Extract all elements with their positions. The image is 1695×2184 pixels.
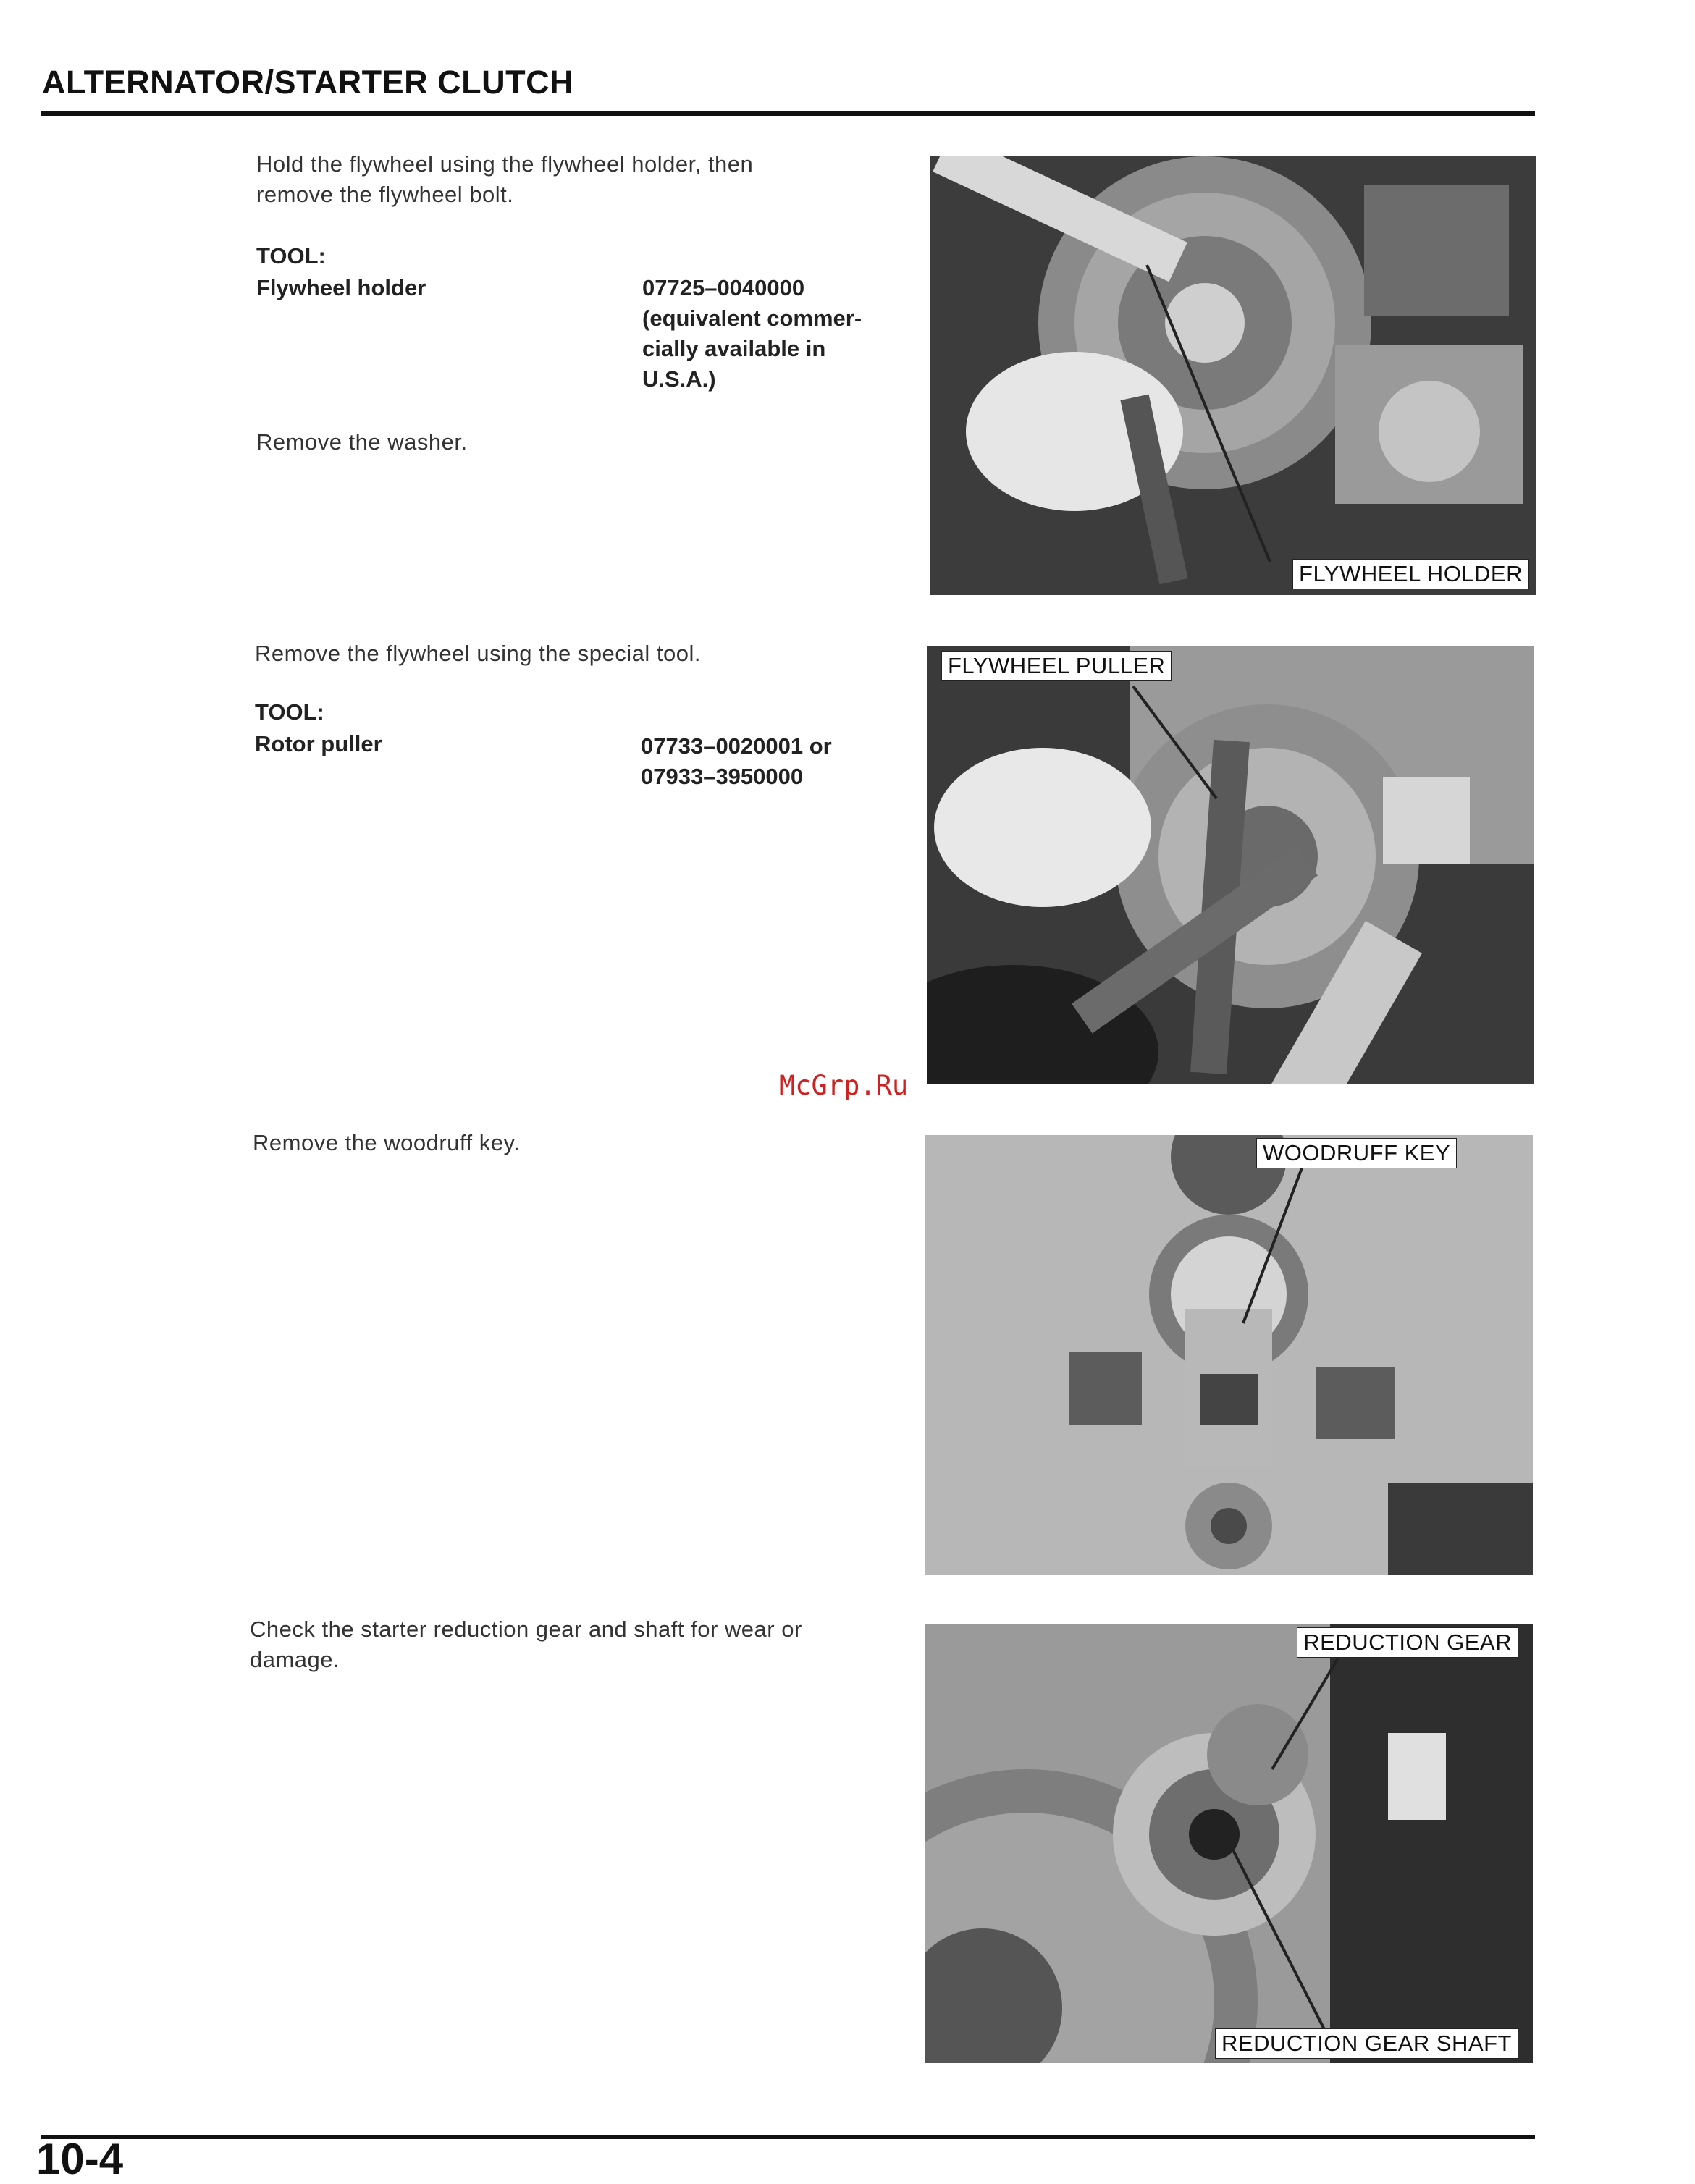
flywheel-holder-callout: FLYWHEEL HOLDER [1292, 559, 1529, 589]
step-2-tool-name: Rotor puller [255, 731, 382, 756]
step-1-line-1: Hold the flywheel using the flywheel holder, then [256, 151, 754, 177]
header-rule [41, 111, 1535, 116]
reduction-gear-callout: REDUCTION GEAR [1297, 1627, 1518, 1658]
step-1-tool-name: Flywheel holder [256, 275, 426, 300]
step-1-tool-heading: TOOL: [256, 243, 326, 269]
woodruff-key-photo [925, 1135, 1533, 1575]
step-2-instruction [255, 638, 701, 669]
flywheel-holder-photo [930, 156, 1536, 595]
watermark: McGrp.Ru [779, 1070, 909, 1101]
page-number: 10-4 [36, 2135, 124, 2183]
step-3-instruction [253, 1128, 520, 1158]
footer-rule [41, 2135, 1535, 2139]
flywheel-puller-photo [927, 646, 1534, 1084]
flywheel-puller-callout: FLYWHEEL PULLER [941, 651, 1172, 681]
step-2-tool-number [641, 731, 832, 792]
step-2-tool-heading: TOOL: [255, 699, 324, 725]
step-3-line-1: Remove the woodruff key. [253, 1130, 521, 1155]
step-1-followup: Remove the washer. [256, 429, 468, 455]
step-1-tool-number-line-2: (equivalent commer- [642, 305, 862, 331]
step-2-tool-number-line-1: 07733–0020001 or [641, 733, 832, 759]
step-2-line-1: Remove the flywheel using the special tool. [255, 641, 701, 666]
woodruff-key-callout: WOODRUFF KEY [1256, 1138, 1457, 1168]
step-1-tool-number-line-3: cially available in [642, 336, 826, 361]
step-2-tool-number-line-2: 07933–3950000 [641, 764, 804, 789]
step-1-tool-number-line-1: 07725–0040000 [642, 275, 805, 300]
step-1-line-2: remove the flywheel bolt. [256, 182, 514, 207]
step-1-tool-number-line-4: U.S.A.) [642, 366, 716, 392]
step-1-instruction [256, 149, 753, 210]
step-4-line-1: Check the starter reduction gear and shaft for wear or [250, 1616, 802, 1642]
reduction-gear-photo [925, 1624, 1533, 2063]
section-title: ALTERNATOR/STARTER CLUTCH [42, 64, 574, 101]
step-1-tool-number [642, 273, 862, 395]
reduction-gear-shaft-callout: REDUCTION GEAR SHAFT [1215, 2028, 1518, 2059]
step-4-instruction [250, 1614, 802, 1675]
step-4-line-2: damage. [250, 1647, 340, 1672]
